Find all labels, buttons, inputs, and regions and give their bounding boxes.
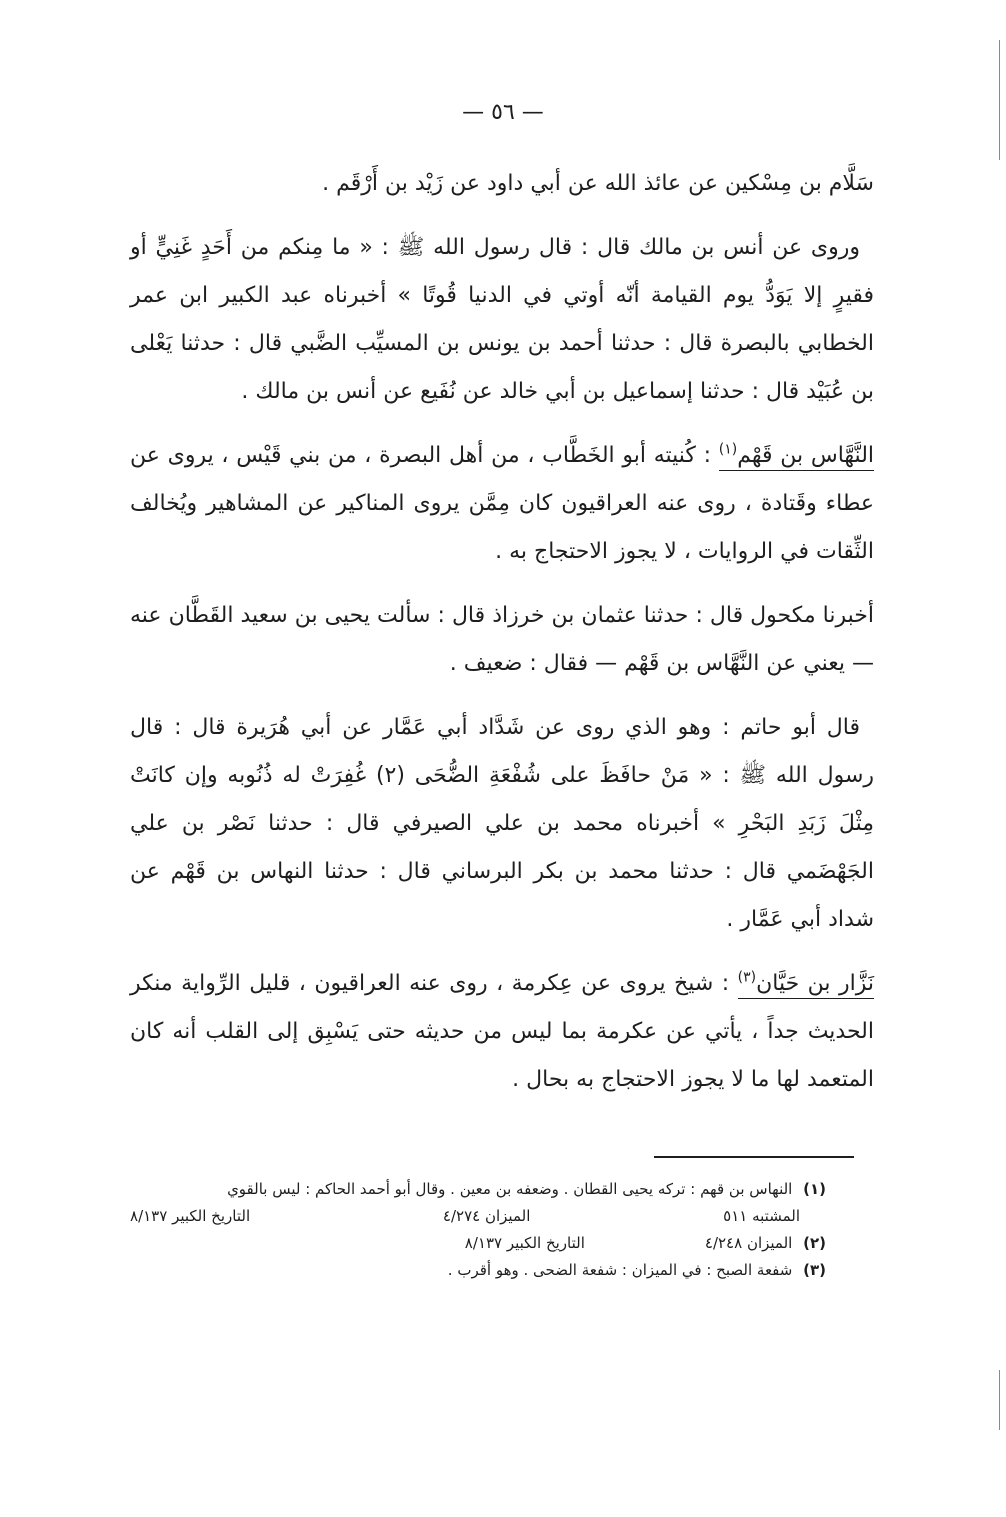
footnote-number: (٢) (803, 1234, 826, 1252)
footnote-marker: (٣) (737, 969, 757, 986)
paragraph-text: وروى عن أنس بن مالك قال : قال رسول الله ﷺ : « ما مِنكم من أَحَدٍ غَنِيٍّ أو فقيرٍ إلا يَوَدُّ يوم القيامة أنّه أوتي في الدنيا قُوتًا » أخبرناه عبد الكبير ابن عمر الخطابي بالبصرة قال : حدثنا أحمد بن يونس بن المسيِّب الضَّبي قال : حدثنا يَعْلى بن عُبَيْد قال : حدثنا إسماعيل بن أبي خالد عن نُفَيع عن أنس بن مالك . (130, 235, 874, 404)
footnote-2 (130, 1230, 826, 1257)
footnote-text: النهاس بن قهم : تركه يحيى القطان . وضعفه بن معين . وقال أبو أحمد الحاكم : ليس بالقوي (227, 1180, 793, 1198)
paragraph-text: سَلَّام بن مِسْكين عن عائذ الله عن أبي داود عن زَيْد بن أَرْقَم . (322, 171, 874, 196)
footnote-1-references (130, 1203, 826, 1230)
biography-entry-nahhas (130, 432, 874, 576)
reference: الميزان ٤/٢٤٨ (704, 1234, 793, 1252)
page-number: — ٥٦ — (462, 100, 544, 125)
footnote-marker: (١) (718, 441, 738, 458)
reference: المشتبه ٥١١ (723, 1207, 800, 1225)
paragraph-text: : شيخ يروى عن عِكرمة ، روى عنه العراقيون ، قليل الرِّواية منكر الحديث جداً ، يأتي عن عكرمة بما ليس من حديثه حتى يَسْبِق إلى القلب أنه كان المتعمد لها ما لا يجوز الاحتجاج به بحال . (130, 971, 874, 1092)
paragraph-text: أخبرنا مكحول قال : حدثنا عثمان بن خرزاذ قال : سألت يحيى بن سعيد القَطَّان عنه — يعني عن النَّهَّاس بن قَهْم — فقال : ضعيف . (130, 603, 874, 676)
scan-margin-line (999, 40, 1000, 160)
entry-name-text: نَزَّار بن حَيَّان (756, 971, 875, 996)
paragraph-5 (130, 704, 874, 944)
paragraph-1 (130, 160, 874, 208)
reference: التاريخ الكبير ٨/١٣٧ (464, 1234, 585, 1252)
footnote-number: (٣) (803, 1261, 826, 1279)
entry-name (738, 971, 874, 999)
reference: التاريخ الكبير ٨/١٣٧ (130, 1207, 251, 1225)
footnotes (130, 1176, 826, 1284)
paragraph-text: قال أبو حاتم : وهو الذي روى عن شَدَّاد أبي عَمَّار عن أبي هُرَيرة قال : قال رسول الله ﷺ : « مَنْ حافَظَ على شُفْعَةِ الضُّحَى (٢) غُفِرَتْ له ذُنُوبه وإن كانَتْ مِثْلَ زَبَدِ البَحْرِ » أخبرناه محمد بن علي الصيرفي قال : حدثنا نَصْر بن علي الجَهْضَمي قال : حدثنا محمد بن بكر البرساني قال : حدثنا النهاس بن قَهْم عن شداد أبي عَمَّار . (130, 715, 874, 932)
footnote-text: شفعة الصبح : في الميزان : شفعة الضحى . وهو أقرب . (447, 1261, 793, 1279)
scan-margin-line (999, 1370, 1000, 1430)
biography-entry-nazzar (130, 960, 874, 1104)
reference: الميزان ٤/٢٧٤ (442, 1207, 531, 1225)
body-text (130, 160, 874, 1120)
footnote-separator (654, 1156, 854, 1158)
footnote-2-head (705, 1230, 826, 1257)
footnote-1 (130, 1176, 826, 1203)
footnote-3 (130, 1257, 826, 1284)
entry-name (719, 443, 874, 471)
paragraph-text: : كُنيته أبو الخَطَّاب ، من أهل البصرة ، من بني قَيْس ، يروى عن عطاء وقَتادة ، روى عنه العراقيون كان مِمَّن يروى المناكير عن المشاهير ويُخالف الثِّقات في الروايات ، لا يجوز الاحتجاج به . (130, 443, 874, 564)
paragraph-4 (130, 592, 874, 688)
footnote-number: (١) (803, 1180, 826, 1198)
entry-name-text: النَّهَّاس بن قَهْم (737, 443, 875, 468)
paragraph-2 (130, 224, 874, 416)
